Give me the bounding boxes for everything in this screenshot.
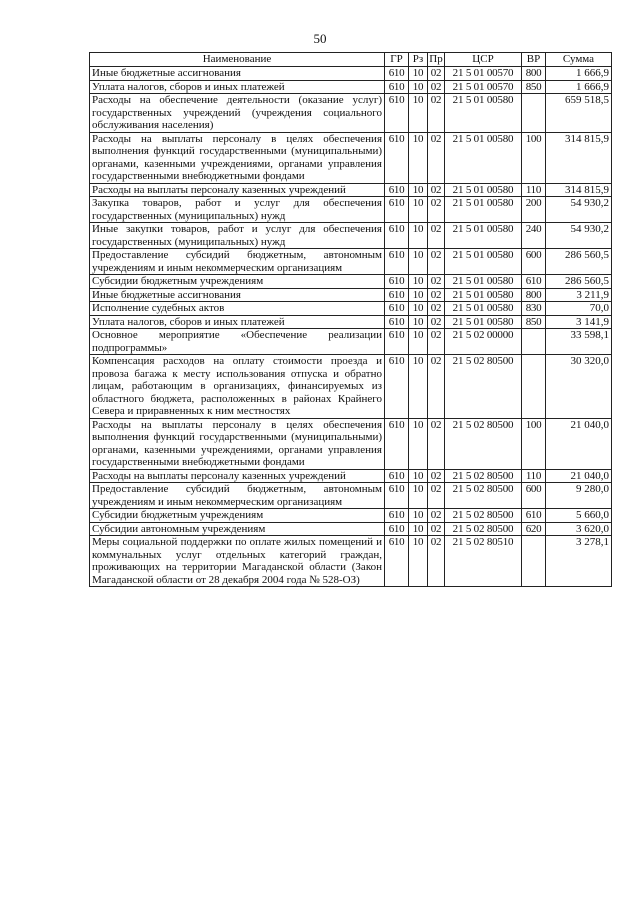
row-sum: 21 040,0 — [546, 469, 612, 483]
table-row — [90, 355, 612, 419]
row-rz: 10 — [409, 288, 428, 302]
row-rz: 10 — [409, 275, 428, 289]
header-pr: Пр — [429, 53, 443, 65]
row-csr: 21 5 01 00580 — [445, 197, 522, 223]
row-csr: 21 5 01 00580 — [445, 302, 522, 316]
row-pr: 02 — [428, 355, 445, 419]
table-row — [90, 223, 612, 249]
budget-table — [89, 52, 612, 587]
row-gr: 610 — [385, 223, 409, 249]
row-pr: 02 — [428, 249, 445, 275]
row-csr: 21 5 01 00580 — [445, 288, 522, 302]
row-pr: 02 — [428, 197, 445, 223]
row-vr — [522, 329, 546, 355]
table-row — [90, 536, 612, 587]
row-csr: 21 5 02 80500 — [445, 522, 522, 536]
header-gr: ГР — [385, 53, 409, 67]
row-gr: 610 — [385, 483, 409, 509]
row-sum: 54 930,2 — [546, 197, 612, 223]
row-name: Уплата налогов, сборов и иных платежей — [90, 315, 385, 329]
table-row — [90, 183, 612, 197]
row-pr: 02 — [428, 275, 445, 289]
header-vr: ВР — [522, 53, 546, 67]
table-row — [90, 80, 612, 94]
row-name: Субсидии автономным учреждениям — [90, 522, 385, 536]
row-pr: 02 — [428, 67, 445, 81]
row-csr: 21 5 02 80500 — [445, 469, 522, 483]
row-sum: 3 141,9 — [546, 315, 612, 329]
row-gr: 610 — [385, 249, 409, 275]
table-row — [90, 67, 612, 81]
row-name: Закупка товаров, работ и услуг для обеспечения государственных (муниципальных) нужд — [90, 197, 385, 223]
row-sum: 5 660,0 — [546, 509, 612, 523]
row-csr: 21 5 01 00580 — [445, 132, 522, 183]
row-sum: 33 598,1 — [546, 329, 612, 355]
row-name: Иные бюджетные ассигнования — [90, 67, 385, 81]
row-vr — [522, 355, 546, 419]
row-pr: 02 — [428, 94, 445, 133]
row-rz: 10 — [409, 418, 428, 469]
row-csr: 21 5 02 80500 — [445, 355, 522, 419]
table-row — [90, 522, 612, 536]
row-sum: 286 560,5 — [546, 275, 612, 289]
row-vr: 200 — [522, 197, 546, 223]
row-name: Субсидии бюджетным учреждениям — [90, 509, 385, 523]
row-rz: 10 — [409, 302, 428, 316]
row-gr: 610 — [385, 522, 409, 536]
row-gr: 610 — [385, 94, 409, 133]
row-pr: 02 — [428, 302, 445, 316]
table-row — [90, 302, 612, 316]
row-pr: 02 — [428, 329, 445, 355]
row-gr: 610 — [385, 183, 409, 197]
table-body — [90, 67, 612, 587]
row-csr: 21 5 02 00000 — [445, 329, 522, 355]
row-vr: 100 — [522, 132, 546, 183]
table-row — [90, 275, 612, 289]
row-vr: 110 — [522, 469, 546, 483]
table-row — [90, 132, 612, 183]
row-gr: 610 — [385, 536, 409, 587]
row-csr: 21 5 01 00580 — [445, 249, 522, 275]
row-csr: 21 5 02 80500 — [445, 509, 522, 523]
row-rz: 10 — [409, 355, 428, 419]
row-sum: 3 211,9 — [546, 288, 612, 302]
row-rz: 10 — [409, 509, 428, 523]
table-row — [90, 418, 612, 469]
row-name: Иные закупки товаров, работ и услуг для обеспечения государственных (муниципальных) нужд — [90, 223, 385, 249]
row-sum: 659 518,5 — [546, 94, 612, 133]
row-gr: 610 — [385, 469, 409, 483]
row-vr: 600 — [522, 483, 546, 509]
row-rz: 10 — [409, 522, 428, 536]
row-gr: 610 — [385, 67, 409, 81]
row-name: Расходы на обеспечение деятельности (оказание услуг) государственных учреждений (учреждения социального обслуживания населения) — [90, 94, 385, 133]
row-csr: 21 5 02 80500 — [445, 483, 522, 509]
row-gr: 610 — [385, 355, 409, 419]
table-row — [90, 509, 612, 523]
row-vr — [522, 536, 546, 587]
row-sum: 1 666,9 — [546, 67, 612, 81]
row-gr: 610 — [385, 197, 409, 223]
table-row — [90, 197, 612, 223]
page-number: 50 — [313, 31, 327, 46]
row-pr: 02 — [428, 183, 445, 197]
row-pr: 02 — [428, 522, 445, 536]
table-row — [90, 249, 612, 275]
row-vr: 600 — [522, 249, 546, 275]
row-vr: 620 — [522, 522, 546, 536]
row-vr: 110 — [522, 183, 546, 197]
row-sum: 1 666,9 — [546, 80, 612, 94]
row-name: Исполнение судебных актов — [90, 302, 385, 316]
row-csr: 21 5 01 00580 — [445, 94, 522, 133]
row-vr: 800 — [522, 288, 546, 302]
row-vr: 850 — [522, 315, 546, 329]
row-name: Расходы на выплаты персоналу казенных учреждений — [90, 183, 385, 197]
row-gr: 610 — [385, 315, 409, 329]
row-gr: 610 — [385, 329, 409, 355]
row-sum: 3 620,0 — [546, 522, 612, 536]
row-sum: 9 280,0 — [546, 483, 612, 509]
row-rz: 10 — [409, 249, 428, 275]
row-rz: 10 — [409, 197, 428, 223]
row-vr: 830 — [522, 302, 546, 316]
row-vr: 610 — [522, 275, 546, 289]
row-name: Компенсация расходов на оплату стоимости проезда и провоза багажа к месту использования отпуска и обратно лицам, работающим в организациях, финансируемых из областного бюджета, расположенных в районах Крайнего Севера и приравненных к ним местностях — [90, 355, 385, 419]
row-csr: 21 5 02 80510 — [445, 536, 522, 587]
row-csr: 21 5 01 00580 — [445, 315, 522, 329]
row-name: Уплата налогов, сборов и иных платежей — [90, 80, 385, 94]
row-pr: 02 — [428, 483, 445, 509]
table-row — [90, 469, 612, 483]
row-csr: 21 5 01 00580 — [445, 223, 522, 249]
row-rz: 10 — [409, 483, 428, 509]
row-pr: 02 — [428, 418, 445, 469]
row-vr — [522, 94, 546, 133]
row-rz: 10 — [409, 80, 428, 94]
row-pr: 02 — [428, 509, 445, 523]
row-csr: 21 5 01 00580 — [445, 275, 522, 289]
row-csr: 21 5 02 80500 — [445, 418, 522, 469]
row-rz: 10 — [409, 183, 428, 197]
row-sum: 21 040,0 — [546, 418, 612, 469]
row-csr: 21 5 01 00570 — [445, 67, 522, 81]
row-gr: 610 — [385, 132, 409, 183]
row-rz: 10 — [409, 67, 428, 81]
row-pr: 02 — [428, 536, 445, 587]
row-name: Меры социальной поддержки по оплате жилых помещений и коммунальных услуг отдельных категорий граждан, проживающих на территории Магаданской области (Закон Магаданской области от 28 декабря 2004 года № 528-ОЗ) — [90, 536, 385, 587]
row-sum: 30 320,0 — [546, 355, 612, 419]
header-csr: ЦСР — [445, 53, 522, 67]
row-vr: 240 — [522, 223, 546, 249]
row-sum: 314 815,9 — [546, 132, 612, 183]
row-name: Субсидии бюджетным учреждениям — [90, 275, 385, 289]
header-name: Наименование — [90, 53, 385, 67]
row-gr: 610 — [385, 288, 409, 302]
row-csr: 21 5 01 00580 — [445, 183, 522, 197]
row-gr: 610 — [385, 509, 409, 523]
row-rz: 10 — [409, 329, 428, 355]
row-pr: 02 — [428, 132, 445, 183]
table-row — [90, 288, 612, 302]
table-header-row — [90, 53, 612, 67]
row-pr: 02 — [428, 80, 445, 94]
row-name: Расходы на выплаты персоналу в целях обеспечения выполнения функций государственными (муниципальными) органами, казенными учреждениями, органами управления государственными внебюджетными фондами — [90, 132, 385, 183]
row-gr: 610 — [385, 275, 409, 289]
row-name: Основное мероприятие «Обеспечение реализации подпрограммы» — [90, 329, 385, 355]
row-pr: 02 — [428, 315, 445, 329]
row-vr: 610 — [522, 509, 546, 523]
row-rz: 10 — [409, 94, 428, 133]
row-rz: 10 — [409, 223, 428, 249]
table-row — [90, 94, 612, 133]
row-sum: 314 815,9 — [546, 183, 612, 197]
header-sum: Сумма — [546, 53, 612, 67]
row-rz: 10 — [409, 315, 428, 329]
row-rz: 10 — [409, 469, 428, 483]
table-row — [90, 315, 612, 329]
row-csr: 21 5 01 00570 — [445, 80, 522, 94]
row-rz: 10 — [409, 132, 428, 183]
row-pr: 02 — [428, 223, 445, 249]
row-gr: 610 — [385, 80, 409, 94]
row-vr: 800 — [522, 67, 546, 81]
row-pr: 02 — [428, 288, 445, 302]
row-vr: 850 — [522, 80, 546, 94]
row-name: Иные бюджетные ассигнования — [90, 288, 385, 302]
table-row — [90, 329, 612, 355]
row-name: Расходы на выплаты персоналу в целях обеспечения выполнения функций государственными (муниципальными) органами, казенными учреждениями, органами управления государственными внебюджетными фондами — [90, 418, 385, 469]
row-pr: 02 — [428, 469, 445, 483]
row-vr: 100 — [522, 418, 546, 469]
row-sum: 70,0 — [546, 302, 612, 316]
row-sum: 54 930,2 — [546, 223, 612, 249]
row-rz: 10 — [409, 536, 428, 587]
row-gr: 610 — [385, 302, 409, 316]
row-sum: 3 278,1 — [546, 536, 612, 587]
row-sum: 286 560,5 — [546, 249, 612, 275]
row-name: Предоставление субсидий бюджетным, автономным учреждениям и иным некоммерческим организациям — [90, 249, 385, 275]
row-name: Предоставление субсидий бюджетным, автономным учреждениям и иным некоммерческим организациям — [90, 483, 385, 509]
row-name: Расходы на выплаты персоналу казенных учреждений — [90, 469, 385, 483]
header-rz: Рз — [409, 53, 428, 67]
row-gr: 610 — [385, 418, 409, 469]
table-row — [90, 483, 612, 509]
